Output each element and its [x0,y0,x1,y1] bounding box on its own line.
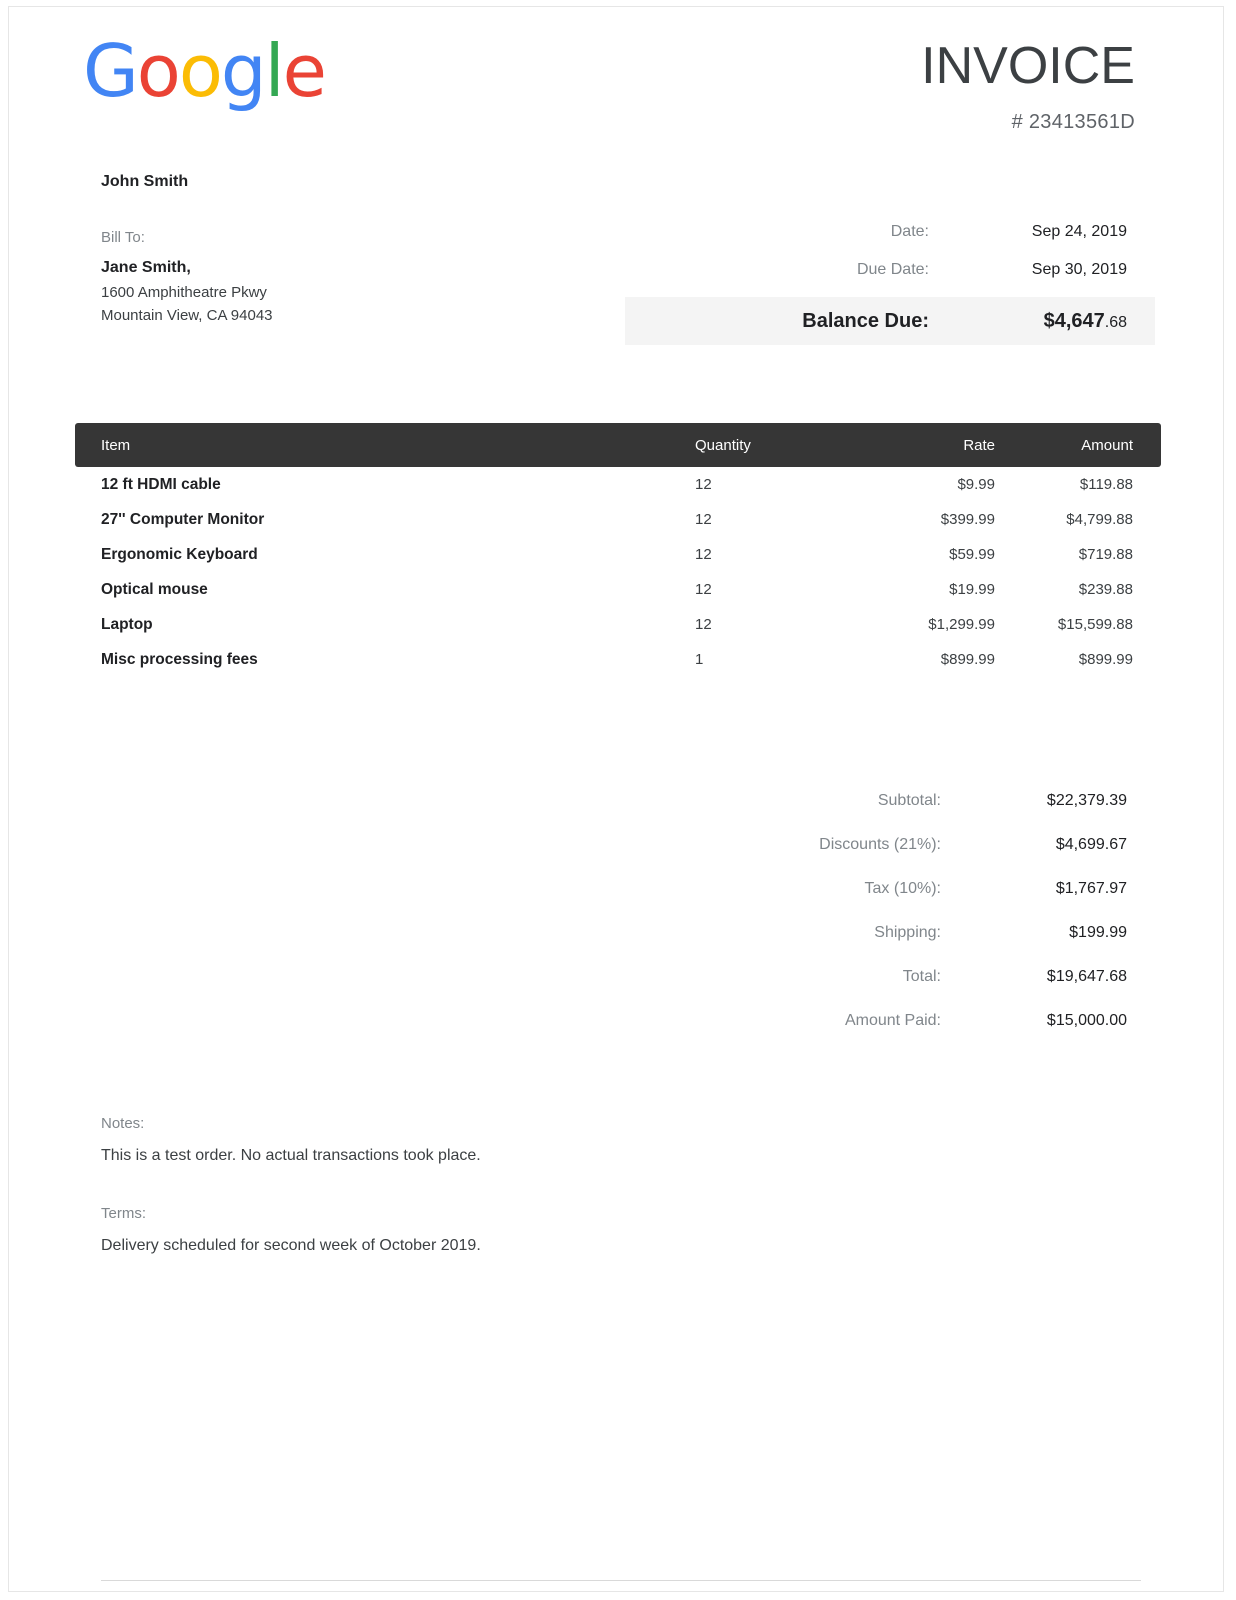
invoice-meta [625,213,1155,345]
amount-paid-label: Amount Paid: [844,1012,941,1029]
invoice-number: # 23413561D [1011,111,1135,133]
cell-item: Ergonomic Keyboard [101,545,258,563]
cell-item: 12 ft HDMI cable [101,475,221,493]
total-label: Total: [902,968,941,985]
balance-due-amount: $4,647 [1043,309,1105,332]
discounts-label: Discounts (21%): [819,836,941,853]
total-value: $19,647.68 [1046,968,1127,985]
tax-value: $1,767.97 [1055,880,1127,897]
shipping-label: Shipping: [874,924,941,941]
table-row [75,642,1161,677]
footer-divider [101,1580,1141,1581]
cell-quantity: 12 [695,616,712,633]
logo-letter-l: l [264,29,283,113]
terms-text: Delivery scheduled for second week of October 2019. [101,1237,481,1254]
tax-label: Tax (10%): [864,880,941,897]
table-row [75,467,1161,502]
cell-quantity: 12 [695,546,712,563]
table-header-row [75,423,1161,467]
totals-row-total [535,955,1155,999]
shipping-value: $199.99 [1069,924,1127,941]
meta-row-due-date [625,251,1155,289]
cell-item: Optical mouse [101,580,208,598]
notes-text: This is a test order. No actual transactions took place. [101,1147,481,1164]
cell-amount: $119.88 [1079,476,1133,493]
cell-quantity: 12 [695,581,712,598]
balance-due-label: Balance Due: [802,309,929,332]
balance-due-cents: .68 [1104,313,1127,331]
logo-letter-o2: o [178,29,221,113]
discounts-value: $4,699.67 [1055,836,1127,853]
bill-to-address-line1: 1600 Amphitheatre Pkwy [101,284,267,301]
totals-row-shipping [535,911,1155,955]
google-logo [83,29,325,113]
totals-row-discounts [535,823,1155,867]
terms-label: Terms: [101,1205,146,1222]
table-row [75,537,1161,572]
sender-name: John Smith [101,173,189,190]
cell-rate: $1,299.99 [928,616,995,633]
cell-item: Misc processing fees [101,650,258,668]
amount-paid-value: $15,000.00 [1046,1012,1127,1029]
cell-quantity: 1 [695,651,704,668]
bill-to-address-line2: Mountain View, CA 94043 [101,307,273,324]
cell-amount: $239.88 [1078,581,1133,598]
totals-row-tax [535,867,1155,911]
totals-section [535,779,1155,1043]
bill-to-name: Jane Smith, [101,259,191,276]
column-header-item: Item [101,436,131,454]
cell-item: 27'' Computer Monitor [101,510,265,528]
column-header-amount: Amount [1081,436,1133,454]
logo-letter-g1: G [83,29,137,113]
logo-letter-g2: g [220,29,265,113]
totals-row-subtotal [535,779,1155,823]
due-date-value: Sep 30, 2019 [1031,261,1127,278]
cell-quantity: 12 [695,476,712,493]
cell-item: Laptop [101,615,153,633]
balance-due-row [625,297,1155,345]
cell-rate: $399.99 [940,511,995,528]
page-title: INVOICE [921,37,1135,95]
cell-rate: $59.99 [949,546,995,563]
cell-amount: $4,799.88 [1066,511,1133,528]
table-row [75,502,1161,537]
cell-amount: $719.88 [1078,546,1133,563]
invoice-page [8,6,1224,1592]
balance-due-value [955,310,1155,333]
cell-rate: $9.99 [957,476,995,493]
cell-amount: $15,599.88 [1057,616,1133,633]
due-date-label: Due Date: [856,261,929,278]
notes-label: Notes: [101,1115,145,1132]
line-items-table [75,423,1161,677]
date-value: Sep 24, 2019 [1031,223,1127,240]
subtotal-label: Subtotal: [877,792,941,809]
bill-to-label: Bill To: [101,229,145,246]
column-header-quantity: Quantity [695,436,751,454]
cell-amount: $899.99 [1078,651,1133,668]
totals-row-amount-paid [535,999,1155,1043]
logo-letter-o1: o [136,29,179,113]
cell-rate: $19.99 [949,581,995,598]
cell-quantity: 12 [695,511,712,528]
subtotal-value: $22,379.39 [1046,792,1127,809]
meta-row-date [625,213,1155,251]
date-label: Date: [890,223,929,240]
cell-rate: $899.99 [940,651,995,668]
table-row [75,572,1161,607]
table-row [75,607,1161,642]
column-header-rate: Rate [963,436,995,454]
logo-letter-e: e [282,29,325,113]
